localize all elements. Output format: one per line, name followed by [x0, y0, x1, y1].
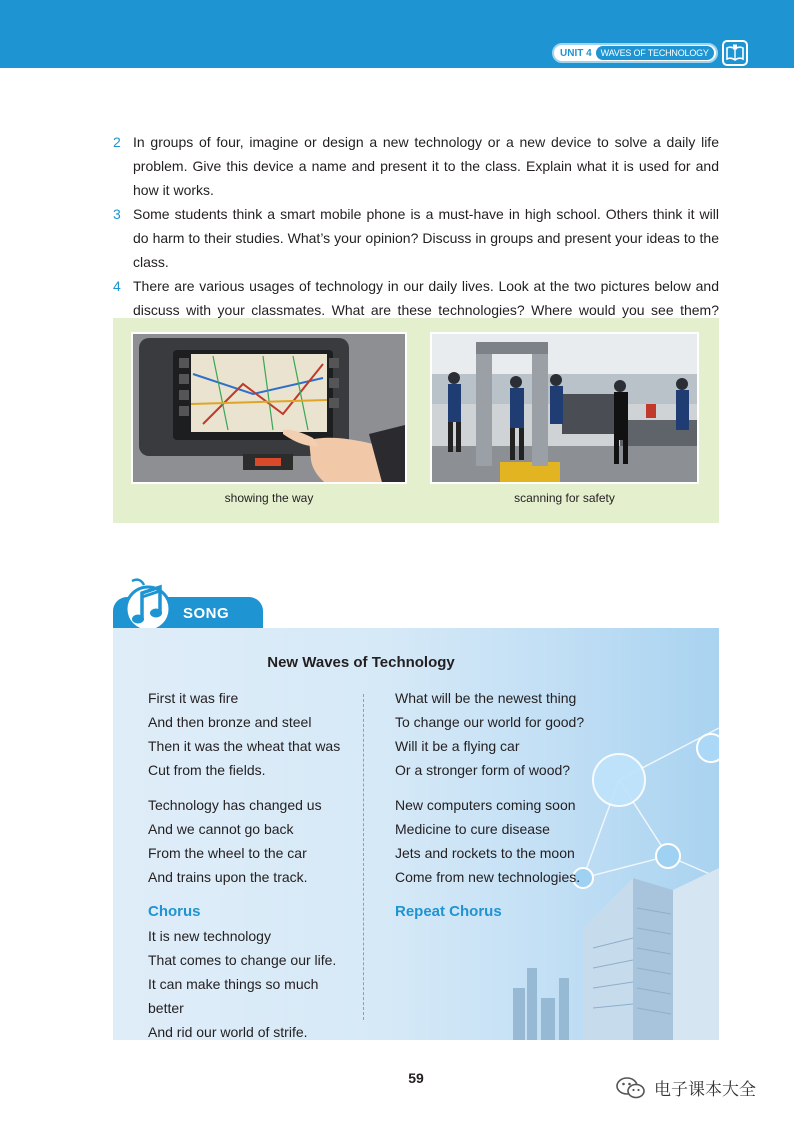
lyric-line: Cut from the fields.: [148, 762, 266, 778]
song-tab-label: SONG: [183, 605, 230, 622]
song-panel: [113, 628, 719, 1040]
lyric-line: What will be the newest thing: [395, 690, 577, 706]
open-book-icon: [722, 40, 748, 66]
lyric-line: Technology has changed us: [148, 797, 322, 813]
task-number: 3: [113, 206, 121, 222]
song-title: New Waves of Technology: [267, 654, 455, 671]
unit-number: UNIT 4: [560, 47, 592, 59]
song-left-column: [148, 686, 358, 1040]
lyric-line: Jets and rockets to the moon: [395, 845, 575, 861]
stanza: [148, 793, 358, 889]
wechat-icon: [616, 1076, 646, 1100]
stanza: [395, 686, 595, 782]
lyric-line: And trains upon the track.: [148, 869, 308, 885]
stanza: [148, 686, 358, 782]
photo-caption: showing the way: [224, 491, 314, 505]
task-text: Some students think a smart mobile phone is a must-have in high school. Others think it will do harm to their studies. What’s your opinion? Discuss in groups and present your ideas to the class.: [133, 206, 719, 270]
page-number: 59: [408, 1070, 424, 1086]
task-list: [113, 130, 719, 346]
lyric-line: And we cannot go back: [148, 821, 294, 837]
chorus-heading: Chorus: [148, 903, 201, 920]
unit-label: [552, 43, 718, 63]
gps-navigation-photo: [131, 332, 407, 484]
column-divider: [363, 694, 364, 1020]
lyric-line: That comes to change our life.: [148, 952, 337, 968]
task-number: 4: [113, 278, 121, 294]
lyric-line: Will it be a flying car: [395, 738, 520, 754]
lyric-line: And rid our world of strife.: [148, 1024, 308, 1040]
security-scanner-photo: [430, 332, 699, 484]
task-text: There are various usages of technology in our daily lives. Look at the two pictures below and discuss with your classmates. What are these technologies? Where would you see them?: [133, 278, 719, 318]
header-bar: [0, 0, 794, 68]
song-right-column: [395, 686, 595, 924]
task-item: [113, 130, 719, 202]
lyric-line: And then bronze and steel: [148, 714, 312, 730]
task-item: [113, 202, 719, 274]
unit-title: WAVES OF TECHNOLOGY: [596, 46, 714, 60]
lyric-line: To change our world for good?: [395, 714, 585, 730]
lyric-line: Medicine to cure disease: [395, 821, 550, 837]
lyric-line: New computers coming soon: [395, 797, 576, 813]
task-text: In groups of four, imagine or design a new technology or a new device to solve a daily life problem. Give this device a name and present it to the class. Explain what it is used for and how it works.: [133, 134, 719, 198]
lyric-line: First it was fire: [148, 690, 239, 706]
repeat-chorus-heading: Repeat Chorus: [395, 903, 502, 920]
music-note-icon: [122, 575, 174, 633]
lyric-line: Come from new technologies.: [395, 869, 581, 885]
watermark-text: 电子课本大全: [654, 1080, 756, 1100]
lyric-line: Or a stronger form of wood?: [395, 762, 571, 778]
watermark: [616, 1075, 756, 1100]
photo-caption: scanning for safety: [514, 491, 615, 505]
lyric-line: It can make things so much better: [148, 976, 319, 1016]
stanza: [395, 793, 595, 889]
lyric-line: Then it was the wheat that was: [148, 738, 341, 754]
task-number: 2: [113, 134, 121, 150]
lyric-line: It is new technology: [148, 928, 271, 944]
photo-panel: [113, 318, 719, 523]
lyric-line: From the wheel to the car: [148, 845, 307, 861]
